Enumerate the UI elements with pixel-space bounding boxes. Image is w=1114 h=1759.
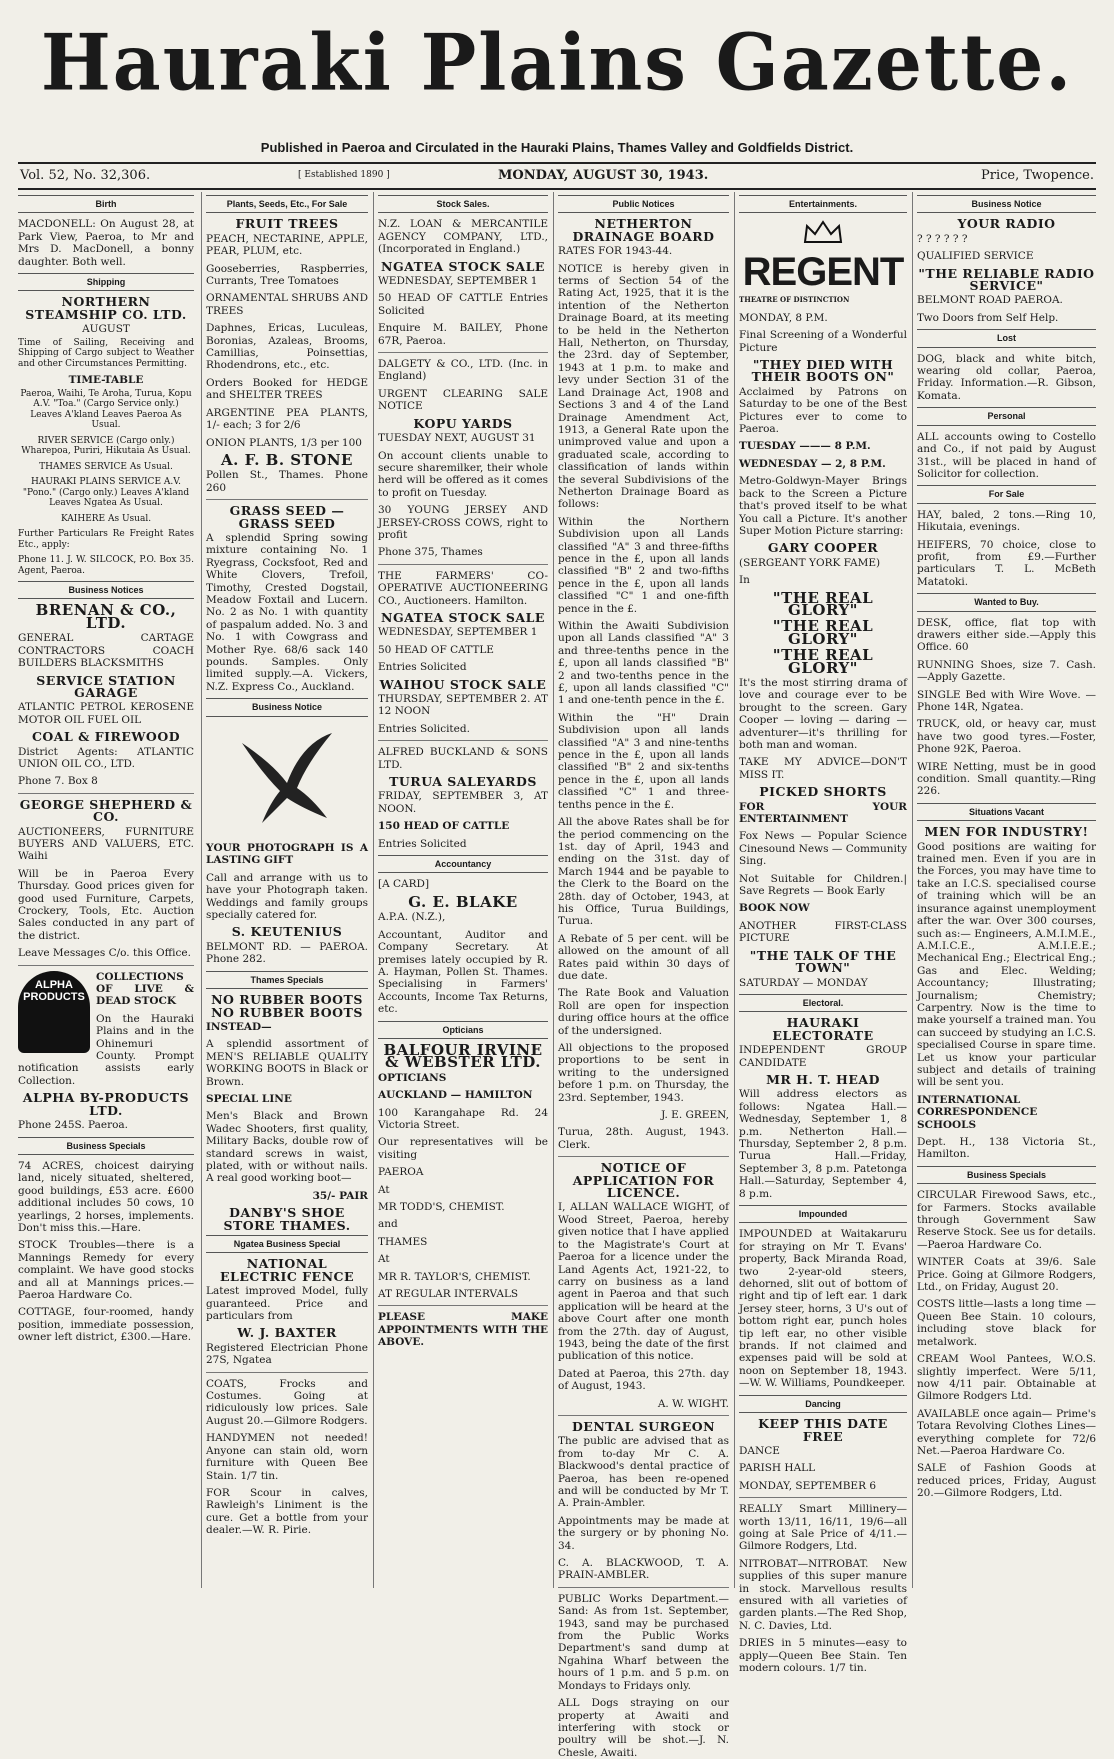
ad-text: TUESDAY NEXT, AUGUST 31 [378, 432, 536, 445]
column-2 [206, 192, 368, 1592]
column-1 [18, 192, 194, 1592]
ad-text: MR TODD'S, CHEMIST. [378, 1201, 505, 1213]
classified-ad: HEIFERS, 70 choice, close to profit, from £9.—Further particulars T. L. McBeth Matatoki. [917, 538, 1096, 588]
ad-title: G. E. BLAKE [408, 892, 518, 911]
ad-text: Final Screening of a Wonderful Picture [739, 329, 907, 354]
divider [378, 352, 548, 353]
ad-text: RIVER SERVICE (Cargo only.) Wharepoa, Puriri, Hikutaia As Usual. [21, 435, 191, 457]
section-heading: Business Notice [206, 698, 368, 716]
ad-title: HAURAKI ELECTORATE [772, 1015, 874, 1043]
section-heading: Situations Vacant [917, 803, 1096, 821]
ad-text: Good positions are waiting for trained men. Even if you are in the Forces, you may have time to take an I.C.S. specialised course of training which will be an insurance against unemployment after the war. Over 300 courses, such as:— Engineers, A.M.I.M.E., A.M.I.C.E., A.M.I.E.E.; Mechanical Eng.; Electrical Eng.; Gas and Elec. Welding; Accountancy; Illustrating; Journalism; Chemistry; Carpentry. Now is the time to make yourself a trained man. You can succeed by studying an I.C.S. specialised Course in spare time. Let us know your particular subject and details of training will be sent you. [917, 840, 1096, 1089]
ad-title: KEEP THIS DATE FREE [758, 1416, 888, 1444]
alpha-logo: ALPHA PRODUCTS [18, 971, 90, 1053]
ad-text: Orders Booked for HEDGE and SHELTER TREES [206, 376, 368, 402]
ad-title: "THE REAL GLORY" [772, 617, 874, 648]
ad-text: Men's Black and Brown Wadec Shooters, first quality, Military Backs, double row of standard screws in waist, plated, with or without nails. A real good working boot— [206, 1110, 368, 1185]
ad-text: WEDNESDAY, SEPTEMBER 1 [378, 275, 538, 288]
crown-icon [739, 218, 907, 246]
divider [206, 499, 368, 500]
ad-text: DALGETY & CO., LTD. (Inc. in England) [378, 358, 548, 383]
ad-text: and [378, 1218, 398, 1231]
ad-title: PICKED SHORTS [759, 784, 887, 800]
classified-ad: RUNNING Shoes, size 7. Cash. —Apply Gazette. [917, 658, 1096, 684]
classified-ad: COTTAGE, four-roomed, handy position, immediate possession, owner left district, £300.—Hare. [18, 1306, 194, 1344]
section-heading: Personal [917, 407, 1096, 425]
section-heading: Business Specials [917, 1166, 1096, 1184]
ad-title: "THE REAL GLORY" [772, 588, 874, 619]
notice-paragraph: All objections to the proposed proportions to be sent in writing to the undersigned before 1 p.m. on Thursday, the 23rd. September, 1943. [558, 1042, 729, 1104]
ad-text: PLEASE MAKE APPOINTMENTS WITH THE ABOVE. [378, 1311, 548, 1349]
ad-text: Gooseberries, Raspberries, Currants, Tree Tomatoes [206, 262, 368, 288]
section-heading: Impounded [739, 1205, 907, 1223]
ad-title: YOUR PHOTOGRAPH IS A LASTING GIFT [206, 842, 368, 867]
ad-text: A splendid assortment of MEN'S RELIABLE QUALITY WORKING BOOTS in Black or Brown. [206, 1038, 368, 1088]
classified-ad: ALL accounts owing to Costello and Co., if not paid by August 31st., will be placed in hand of Solicitor for collection. [917, 430, 1096, 480]
ad-title: BRENAN & CO., LTD. [35, 601, 177, 632]
ad-text: ORNAMENTAL SHRUBS AND TREES [206, 292, 368, 317]
ad-text: [A CARD] [378, 878, 430, 891]
column-rule [734, 192, 735, 1588]
ad-text: Our representatives will be visiting [378, 1136, 548, 1161]
ad-title: MEN FOR INDUSTRY! [924, 824, 1089, 840]
ad-text: Enquire M. BAILEY, Phone 67R, Paeroa. [378, 322, 548, 347]
divider [739, 1497, 907, 1498]
ad-title: TURUA SALEYARDS [389, 774, 537, 790]
ad-text: ONION PLANTS, 1/3 per 100 [206, 436, 362, 449]
price: Price, Twopence. [980, 168, 1094, 183]
ad-text: Entries Solicited [378, 661, 467, 674]
classified-ad: HANDYMEN not needed! Anyone can stain old, worn furniture with Queen Bee Stain. 1/7 tin. [206, 1432, 368, 1482]
ad-text: WEDNESDAY, SEPTEMBER 1 [378, 626, 538, 639]
ad-title: COLLECTIONS OF LIVE & DEAD STOCK [96, 970, 194, 1008]
section-heading: Shipping [18, 273, 194, 291]
notice-paragraph: All the above Rates shall be for the period commencing on the 1st. day of April, 1943 and ending on the 31st. day of March 1944 and be payable to the Clerk to the Board on the 28th. day of October, 1943, at his Office, Turua Buildings, Turua. [558, 816, 729, 928]
notice-paragraph: Within the Awaiti Subdivision upon all Lands classified "A" 3 and three-tenths pence in the £, upon all lands classified "B" 2 and two-tenths pence in the £, upon all lands classified "C" 1 and one-tenth pence in the £. [558, 620, 729, 707]
ad-text: Phone 7. Box 8 [18, 775, 98, 788]
masthead [0, 8, 1114, 118]
established: [ Established 1890 ] [298, 170, 390, 180]
ad-title: "THE TALK OF THE TOWN" [749, 947, 897, 976]
ad-text: URGENT CLEARING SALE NOTICE [378, 387, 548, 413]
subtitle: Published in Paeroa and Circulated in the Hauraki Plains, Thames Valley and Goldfields District. [260, 140, 854, 155]
classified-ad: COATS, Frocks and Costumes. Going at ridiculously low prices. Sale August 20.—Gilmore Rodgers. [206, 1377, 368, 1427]
ad-text: Entries Solicited [378, 837, 467, 850]
ad-text: 30 YOUNG JERSEY AND JERSEY-CROSS COWS, right to profit [378, 504, 548, 541]
ad-text: Call and arrange with us to have your Photograph taken. Weddings and family groups specially catered for. [206, 871, 368, 922]
ad-title: W. J. BAXTER [237, 1325, 337, 1341]
ad-title: DANBY'S SHOE STORE THAMES. [223, 1205, 351, 1233]
ad-text: PEACH, NECTARINE, APPLE, PEAR, PLUM, etc. [206, 232, 368, 258]
classified-ad: AVAILABLE once again— Prime's Totara Revolving Clothes Lines—everything complete for 72/6 Net.—Paeroa Hardware Co. [917, 1407, 1096, 1457]
ad-text: FOR YOUR ENTERTAINMENT [739, 800, 907, 826]
ad-text: Two Doors from Self Help. [917, 311, 1059, 324]
ad-text: THE FARMERS' CO-OPERATIVE AUCTIONEERING CO., Auctioneers. Hamilton. [378, 569, 548, 607]
ad-title: FRUIT TREES [235, 216, 339, 232]
classified-ad: NITROBAT—NITROBAT. New supplies of this super manure in stock. Marvellous results ensured with all varieties of garden plants.—The Red Shop, N. C. Davies, Ltd. [739, 1557, 907, 1632]
ad-title: NORTHERN STEAMSHIP CO. LTD. [25, 294, 187, 322]
ad-text: A splendid Spring sowing mixture containing No. 1 Ryegrass, Cocksfoot, Red and White Clovers, Trefoil, Timothy, Crested Dogstail, Meadow Foxtail and Lucern. No. 2 as No. 1 with quantity of paspalum added. No. 3 and No. 1 with Cowgrass and Mother Rye. 68/6 sack 140 pounds. Samples. Only limited supply.—A. Vickers, N.Z. Express Co., Auckland. [206, 531, 368, 693]
classified-ad: DESK, office, flat top with drawers either side.—Apply this Office. 60 [917, 616, 1096, 654]
ad-title: GARY COOPER [767, 540, 879, 556]
ad-text: TIME-TABLE [68, 374, 144, 387]
ad-title: SERVICE STATION GARAGE [36, 672, 176, 700]
classified-ad: DOG, black and white bitch, wearing old collar, Paeroa, Friday. Information.—R. Gibson, Komata. [917, 352, 1096, 402]
ad-title: NOTICE OF APPLICATION FOR LICENCE. [572, 1160, 715, 1201]
ad-text: BOOK NOW [739, 902, 810, 915]
volume: Vol. 52, No. 32,306. [20, 168, 151, 183]
ad-text: ANOTHER FIRST-CLASS PICTURE [739, 919, 907, 945]
divider [558, 1587, 729, 1588]
ad-text: Metro-Goldwyn-Mayer Brings back to the Screen a Picture that's proved itself to be what You call a Picture. It's another Super Motion Picture starring: [739, 475, 907, 537]
column-rule [373, 192, 374, 1588]
dateline [18, 162, 1096, 190]
section-heading: Ngatea Business Special [206, 1235, 368, 1253]
ad-title: KOPU YARDS [413, 415, 513, 431]
ad-text: 50 HEAD OF CATTLE Entries Solicited [378, 292, 548, 317]
ad-title: GRASS SEED — GRASS SEED [229, 503, 345, 531]
ad-text: TAKE MY ADVICE—DON'T MISS IT. [739, 756, 907, 781]
ad-text: BELMONT ROAD PAEROA. [917, 294, 1063, 307]
section-heading: Stock Sales. [378, 195, 548, 213]
ad-title: "THE REAL GLORY" [772, 646, 874, 677]
section-heading: Business Specials [18, 1137, 194, 1155]
ad-text: HAURAKI PLAINS SERVICE A.V. "Pono." (Cargo only.) Leaves A'kland Leaves Ngatea As Usual. [22, 477, 190, 509]
ad-text: Paeroa, Waihi, Te Aroha, Turua, Kopu A.V. "Toa." (Cargo Service only.) Leaves A'kland Leaves Paeroa As Usual. [20, 388, 192, 431]
ad-title: NO RUBBER BOOTS NO RUBBER BOOTS [211, 992, 363, 1020]
ad-text: ARGENTINE PEA PLANTS, 1/- each; 3 for 2/6 [206, 406, 368, 432]
classified-ad: CIRCULAR Firewood Saws, etc., for Farmers. Stocks available through Government Saw Reserve Stock. See us for details.—Paeroa Hardware Co. [917, 1189, 1096, 1251]
section-heading: Opticians [378, 1021, 548, 1039]
ad-text: QUALIFIED SERVICE [917, 250, 1034, 263]
ad-text: DANCE [739, 1444, 780, 1457]
ad-text: Time of Sailing, Receiving and Shipping of Cargo subject to Weather and other Circumstances Permitting. [18, 337, 194, 369]
notice-paragraph: NOTICE is hereby given in terms of Section 54 of the Rating Act, 1925, that it is the intention of the Netherton Drainage Board, at its meeting to be held in the Netherton Hall, Netherton, on Thursday, the 23rd. day of September, 1943 at 1 p.m. to make and levy under Section 31 of the Land Drainage Act, 1908 and Sections 3 and 4 of the Land Drainage Amendment Act, 1913, a General Rate upon the unimproved value and upon a graduated scale, according to classification of lands within the several Subdivisions of the Netherton Drainage Board as follows: [558, 262, 729, 511]
ad-text: THURSDAY, SEPTEMBER 2. AT 12 NOON [378, 693, 548, 718]
ad-text: Acclaimed by Patrons on Saturday to be one of the Best Pictures ever to come to Paeroa. [739, 385, 907, 436]
ad-text: THEATRE OF DISTINCTION [739, 295, 850, 305]
notice-paragraph: Dated at Paeroa, this 27th. day of August, 1943. [558, 1367, 729, 1393]
classified-ad: COSTS little—lasts a long time —Queen Bee Stain. 10 colours, including stove black for metalwork. [917, 1298, 1096, 1348]
section-heading: Entertainments. [739, 195, 907, 213]
divider [18, 965, 194, 966]
ad-text: Entries Solicited. [378, 722, 470, 735]
newspaper-title: Hauraki Plains Gazette. [40, 17, 1074, 109]
signature: A. W. WIGHT. [657, 1397, 729, 1410]
ad-text: In [739, 574, 750, 587]
ad-text: Further Particulars Re Freight Rates Etc., apply: [18, 529, 194, 550]
signature: C. A. BLACKWOOD, T. A. PRAIN-AMBLER. [558, 1557, 729, 1582]
ad-text: Not Suitable for Children.| Save Regrets — Book Early [739, 872, 907, 898]
ad-text: Fox News — Popular Science Cinesound News — Community Sing. [739, 830, 907, 868]
ad-text: RATES FOR 1943-44. [558, 245, 673, 258]
ad-title: "THE RELIABLE RADIO SERVICE" [918, 265, 1095, 294]
ad-text: At [378, 1183, 390, 1196]
notice-paragraph: Appointments may be made at the surgery or by phoning No. 34. [558, 1514, 729, 1552]
classified-ad: 74 ACRES, choicest dairying land, nicely situated, sheltered, good buildings, £53 acre. £600 additional includes 50 cows, 10 yearlings, 2 horses, implements. Don't miss this.—Hare. [18, 1159, 194, 1234]
column-rule [553, 192, 554, 1588]
ad-text: It's the most stirring drama of love and courage ever to be brought to the screen. Gary Cooper — loving — daring — adventurer—it's thrilling for both man and woman. [739, 676, 907, 751]
classified-ad: DRIES in 5 minutes—easy to apply—Queen Bee Stain. Ten modern colours. 1/7 tin. [739, 1637, 907, 1674]
ad-title: NGATEA STOCK SALE [381, 609, 545, 625]
ad-text: INDEPENDENT GROUP CANDIDATE [739, 1044, 907, 1069]
ad-title: S. KEUTENIUS [231, 924, 343, 940]
column-3 [378, 192, 548, 1592]
ad-text: On the Hauraki Plains and in the Ohinemuri County. Prompt notification assists early Collection. [18, 1012, 194, 1087]
ad-text: 150 HEAD OF CATTLE [378, 820, 510, 833]
ad-text: OPTICIANS [378, 1071, 447, 1084]
column-5 [739, 192, 907, 1674]
ad-text: Accountant, Auditor and Company Secretary. At premises lately occupied by R. A. Hayman, Pollen St. Thames. Specialising in Farmers' Accounts, Income Tax Returns, etc. [378, 928, 548, 1016]
ad-text: Phone 375, Thames [378, 546, 483, 559]
divider [558, 1156, 729, 1157]
birth-notice: MACDONELL: On August 28, at Park View, Paeroa, to Mr and Mrs D. MacDonell, a bonny daughter. Both well. [18, 218, 194, 268]
ad-title: NETHERTON DRAINAGE BOARD [572, 216, 715, 244]
classified-ad: STOCK Troubles—there is a Mannings Remedy for every complaint. We have good stocks and all at Mannings prices.—Paeroa Hardware Co. [18, 1239, 194, 1301]
section-heading: Electoral. [739, 994, 907, 1012]
column-rule [201, 192, 202, 1588]
divider [378, 564, 548, 565]
ad-text: Will address electors as follows: Ngatea Hall.—Wednesday, September 1, 8 p.m. Netherton Hall.—Thursday, September 2, 8 p.m. Turua Hall.—Friday, September 3, 8 p.m. Patetonga Hall.—Saturday, September 4, 8 p.m. [739, 1088, 907, 1200]
section-heading: Thames Specials [206, 971, 368, 989]
ad-title: GEORGE SHEPHERD & CO. [19, 796, 193, 825]
section-heading: Birth [18, 195, 194, 213]
ad-text: ALFRED BUCKLAND & SONS LTD. [378, 746, 548, 771]
ad-text: AUCKLAND — HAMILTON [378, 1089, 533, 1102]
section-heading: Lost [917, 329, 1096, 347]
signature: J. E. GREEN, [661, 1109, 729, 1122]
ad-text: THAMES [378, 1235, 428, 1248]
ad-text: Phone 245S. Paeroa. [18, 1119, 129, 1132]
ad-text: SPECIAL LINE [206, 1092, 292, 1105]
classified-ad: REALLY Smart Millinery—worth 13/11, 16/11, 19/6—all going at Sale Price of 4/11.—Gilmore Rodgers, Ltd. [739, 1503, 907, 1553]
ad-text: ATLANTIC PETROL KEROSENE MOTOR OIL FUEL OIL [18, 701, 194, 726]
classified-ad: WINTER Coats at 39/6. Sale Price. Going at Gilmore Rodgers, Ltd., on Friday, August 20. [917, 1256, 1096, 1294]
divider [378, 1305, 548, 1306]
notice-paragraph: Within the Northern Subdivision upon all Lands classified "A" 3 and three-fifths pence in the £, upon all lands classified "B" 2 and two-fifths pence in the £, upon all lands classified "C" 1 and one-fifth pence in the £. [558, 515, 729, 615]
ad-text: Turua, 28th. August, 1943. Clerk. [558, 1126, 729, 1151]
ad-text: Pollen St., Thames. Phone 260 [206, 469, 368, 494]
ad-title: NGATEA STOCK SALE [381, 258, 545, 274]
classified-ad: SALE of Fashion Goods at reduced prices, Friday, August 20.—Gilmore Rodgers, Ltd. [917, 1462, 1096, 1500]
notice-paragraph: Within the "H" Drain Subdivision upon all lands classified "A" 3 and nine-tenths pence in the £, upon all lands classified "B" 2 and six-tenths pence in the £, upon all lands classified "C" 1 and three-tenths pence in the £. [558, 711, 729, 811]
divider [558, 1415, 729, 1416]
ad-title: A. F. B. STONE [221, 450, 353, 469]
issue-date: MONDAY, AUGUST 30, 1943. [498, 168, 709, 183]
ad-text: INTERNATIONAL CORRESPONDENCE SCHOOLS [917, 1093, 1038, 1131]
ad-text: THAMES SERVICE As Usual. [39, 461, 173, 472]
ad-text: Phone 11. J. W. SILCOCK, P.O. Box 35. Agent, Paeroa. [18, 555, 194, 576]
ad-text: Dept. H., 138 Victoria St., Hamilton. [917, 1136, 1096, 1161]
divider [18, 793, 194, 794]
classified-ad: CREAM Wool Pantees, W.O.S. slightly imperfect. Were 5/11, now 4/11 pair. Obtainable at Gilmore Rodgers Ltd. [917, 1353, 1096, 1403]
regent-logo: REGENT [742, 250, 904, 295]
ad-text: PARISH HALL [739, 1462, 816, 1475]
ad-title: COAL & FIREWOOD [31, 729, 181, 745]
classified-ad: HAY, baled, 2 tons.—Ring 10, Hikutaia, evenings. [917, 508, 1096, 534]
ad-title: DENTAL SURGEON [571, 1418, 716, 1434]
notice-paragraph: I, ALLAN WALLACE WIGHT, of Wood Street, Paeroa, hereby given notice that I have applied to the Magistrate's Court at Paeroa for a licence under the Land Agents Act, 1921-22, to carry on business as a land agent in Paeroa and that such application will be heard at the above Court after one month from the 27th. day of August, 1943, being the date of the first publication of this notice. [558, 1201, 729, 1363]
ad-text: On account clients unable to secure sharemilker, their whole herd will be offered as it comes to profit on Tuesday. [378, 449, 548, 499]
classified-ad: TRUCK, old, or heavy car, must have two good tyres.—Foster, Phone 92K, Paeroa. [917, 718, 1096, 756]
ad-text: Registered Electrician Phone 27S, Ngatea [206, 1341, 368, 1367]
notice-paragraph: The Rate Book and Valuation Roll are open for inspection during office hours at the office of the undersigned. [558, 987, 729, 1037]
ad-title: NATIONAL ELECTRIC FENCE [220, 1256, 354, 1284]
ad-text: (SERGEANT YORK FAME) [739, 556, 881, 569]
ad-text: N.Z. LOAN & MERCANTILE AGENCY COMPANY, LTD., (Incorporated in England.) [378, 218, 548, 256]
column-6 [917, 192, 1096, 1592]
classified-ad: WIRE Netting, must be in good condition. Small quantity.—Ring 226. [917, 760, 1096, 798]
ad-text: 100 Karangahape Rd. 24 Victoria Street. [378, 1106, 548, 1131]
section-heading: For Sale [917, 485, 1096, 503]
ad-title: BALFOUR IRVINE & WEBSTER LTD. [383, 1040, 543, 1072]
ad-text: MONDAY, 8 P.M. [739, 311, 828, 324]
ad-text: MONDAY, SEPTEMBER 6 [739, 1479, 877, 1492]
column-4 [558, 192, 729, 1759]
classified-ad: SINGLE Bed with Wire Wove. —Phone 14R, Ngatea. [917, 688, 1096, 713]
classified-ad: ALL Dogs straying on our property at Awaiti and interfering with stock or poultry will be shot.—J. N. Chesle, Awaiti. [558, 1697, 729, 1759]
ad-text: District Agents: ATLANTIC UNION OIL CO., LTD. [18, 745, 194, 770]
ad-text: SATURDAY — MONDAY [739, 976, 868, 989]
ad-title: ALPHA BY-PRODUCTS LTD. [22, 1090, 190, 1118]
ad-text: MR R. TAYLOR'S, CHEMIST. [378, 1270, 531, 1283]
ad-text: At [378, 1253, 390, 1266]
classified-ad: PUBLIC Works Department.—Sand: As from 1st. September, 1943, sand may be purchased from the Public Works Department's sand dump at Ngahina Wharf between the hours of 1 p.m. and 5 p.m. on Mondays to Fridays only. [558, 1592, 729, 1692]
section-heading: Public Notices [558, 195, 729, 213]
ad-text: INSTEAD— [206, 1020, 272, 1033]
ad-text: Will be in Paeroa Every Thursday. Good prices given for good used Furniture, Carpets, Crockery, Tools, Etc. Auction Sales conducted in any part of the district. [18, 867, 194, 942]
ad-text: AUCTIONEERS, FURNITURE BUYERS AND VALUERS, ETC. Waihi [18, 825, 194, 863]
ad-text: TUESDAY ——— 8 P.M. [739, 440, 871, 453]
ad-text: Leave Messages C/o. this Office. [18, 947, 191, 960]
section-heading: Business Notices [18, 581, 194, 599]
ad-text: BELMONT RD. — PAEROA. Phone 282. [206, 940, 368, 966]
section-heading: Accountancy [378, 855, 548, 873]
section-heading: Wanted to Buy. [917, 593, 1096, 611]
section-heading: Plants, Seeds, Etc., For Sale [206, 195, 368, 213]
ad-title: "THEY DIED WITH THEIR BOOTS ON" [751, 357, 895, 385]
ad-text: WEDNESDAY — 2, 8 P.M. [739, 457, 886, 470]
ad-text: PAEROA [378, 1166, 424, 1179]
classified-ad: FOR Scour in calves, Rawleigh's Liniment is the cure. Get a bottle from your dealer.—W. R. Pirie. [206, 1486, 368, 1537]
ad-title: MR H. T. HEAD [766, 1071, 880, 1087]
ad-text: 35/- PAIR [312, 1189, 368, 1202]
ad-text: GENERAL CARTAGE CONTRACTORS COACH BUILDERS BLACKSMITHS [18, 632, 194, 670]
ad-title: WAIHOU STOCK SALE [379, 676, 547, 692]
alpha-ad [18, 971, 194, 1008]
ad-title: YOUR RADIO [957, 216, 1056, 232]
section-heading: Business Notice [917, 195, 1096, 213]
notice-paragraph: A Rebate of 5 per cent. will be allowed on the amount of all Rates paid within 30 days of due date. [558, 932, 729, 982]
ad-text: AT REGULAR INTERVALS [378, 1288, 519, 1301]
notice-paragraph: The public are advised that as from to-day Mr C. A. Blackwood's dental practice of Paeroa, has been re-opened and will be conducted by Mr T. A. Prain-Ambler. [558, 1435, 729, 1510]
divider [206, 1372, 368, 1373]
swallow-illustration [206, 723, 368, 836]
ad-text: A.P.A. (N.Z.), [378, 911, 446, 924]
ad-text: Daphnes, Ericas, Luculeas, Boronias, Azaleas, Brooms, Camillias, Poinsettias, Rhodendrons, etc., etc. [206, 322, 368, 372]
section-heading: Dancing [739, 1395, 907, 1413]
ad-text: FRIDAY, SEPTEMBER 3, AT NOON. [378, 790, 548, 815]
divider [378, 740, 548, 741]
ad-text: AUGUST [82, 323, 130, 336]
notice-paragraph: IMPOUNDED at Waitakaruru for straying on Mr T. Evans' property, Back Miranda Road, two 2-year-old steers, dehorned, slit out of bottom of right and tip of left ear. 1 dark Jersey steer, horns, 3 U's out of bottom right ear, punch holes tip left ear, no other visible brands. If not claimed and expenses paid will be sold at noon on September 18, 1943.—W. W. Williams, Poundkeeper. [739, 1228, 907, 1390]
ad-text: KAIHERE As Usual. [60, 513, 152, 524]
ad-text: ? ? ? ? ? ? [917, 232, 968, 245]
column-rule [912, 192, 913, 1588]
ad-text: Latest improved Model, fully guaranteed. Price and particulars from [206, 1285, 368, 1323]
ad-text: 50 HEAD OF CATTLE [378, 643, 494, 656]
